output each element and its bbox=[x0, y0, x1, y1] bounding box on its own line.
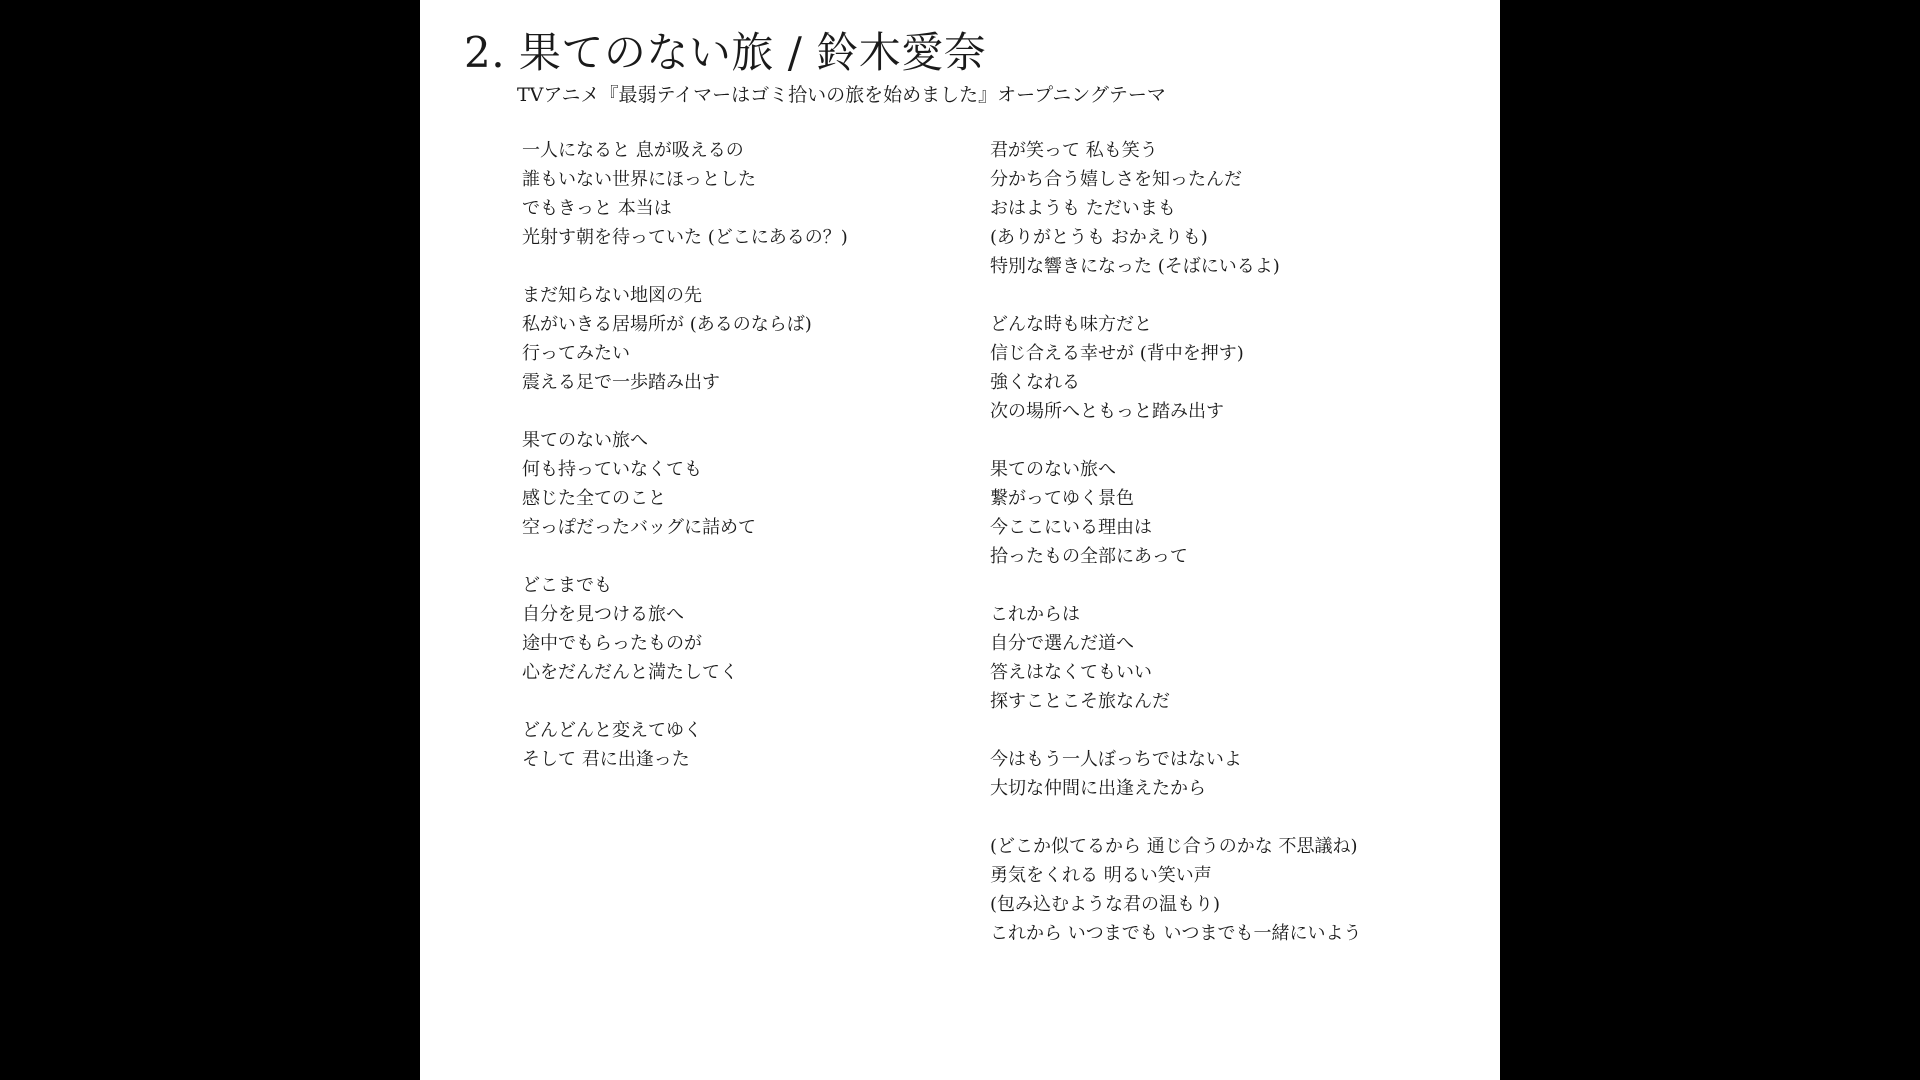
lyric-line: 特別な響きになった (そばにいるよ) bbox=[990, 256, 1280, 277]
lyrics-page bbox=[420, 0, 1500, 1080]
lyric-line: 拾ったもの全部にあって bbox=[990, 546, 1188, 567]
lyric-line: 誰もいない世界にほっとした bbox=[522, 169, 756, 190]
lyric-line: 私がいきる居場所が (あるのならば) bbox=[522, 314, 812, 335]
lyric-stanza bbox=[990, 600, 1470, 716]
lyric-line: これから いつまでも いつまでも一緒にいよう bbox=[990, 923, 1362, 944]
lyric-stanza bbox=[990, 310, 1470, 426]
lyric-line: (どこか似てるから 通じ合うのかな 不思議ね) bbox=[990, 836, 1358, 857]
lyric-line: 強くなれる bbox=[990, 372, 1080, 393]
lyric-line: (包み込むような君の温もり) bbox=[990, 894, 1221, 915]
lyric-line: (ありがとうも おかえりも) bbox=[990, 227, 1208, 248]
lyric-line: そして 君に出逢った bbox=[522, 749, 690, 770]
lyric-line: どんな時も味方だと bbox=[990, 314, 1152, 335]
lyric-stanza bbox=[522, 281, 962, 397]
lyric-stanza bbox=[522, 716, 962, 774]
lyric-line: おはようも ただいまも bbox=[990, 198, 1176, 219]
lyric-line: 勇気をくれる 明るい笑い声 bbox=[990, 865, 1212, 886]
lyric-line: 果てのない旅へ bbox=[522, 430, 648, 451]
lyric-line: 分かち合う嬉しさを知ったんだ bbox=[990, 169, 1242, 190]
lyric-line: 空っぽだったバッグに詰めて bbox=[522, 517, 756, 538]
lyric-line: 一人になると 息が吸えるの bbox=[522, 140, 744, 161]
lyric-stanza bbox=[522, 426, 962, 542]
lyric-line: 自分を見つける旅へ bbox=[522, 604, 684, 625]
lyric-line: どこまでも bbox=[522, 575, 612, 596]
lyric-line: 行ってみたい bbox=[522, 343, 630, 364]
page-subtitle: TVアニメ『最弱テイマーはゴミ拾いの旅を始めました』オープニングテーマ bbox=[517, 84, 1166, 106]
lyric-line: 光射す朝を待っていた (どこにあるの？) bbox=[522, 227, 848, 248]
lyric-line: 今はもう一人ぼっちではないよ bbox=[990, 749, 1242, 770]
lyric-line: 心をだんだんと満たしてく bbox=[522, 662, 738, 683]
lyric-line: でもきっと 本当は bbox=[522, 198, 672, 219]
lyric-line: 感じた全てのこと bbox=[522, 488, 666, 509]
lyric-line: まだ知らない地図の先 bbox=[522, 285, 702, 306]
lyric-stanza bbox=[522, 136, 962, 252]
page-title: 2. 果てのない旅 / 鈴木愛奈 bbox=[464, 28, 987, 77]
lyric-line: これからは bbox=[990, 604, 1080, 625]
lyric-stanza bbox=[522, 571, 962, 687]
lyric-stanza bbox=[990, 745, 1470, 803]
lyric-line: 君が笑って 私も笑う bbox=[990, 140, 1158, 161]
lyric-line: 自分で選んだ道へ bbox=[990, 633, 1134, 654]
lyric-line: 繋がってゆく景色 bbox=[990, 488, 1134, 509]
lyric-stanza bbox=[990, 455, 1470, 571]
lyric-line: 途中でもらったものが bbox=[522, 633, 702, 654]
lyrics-column-right bbox=[990, 136, 1470, 977]
lyrics-column-left bbox=[522, 136, 962, 803]
lyric-line: 探すことこそ旅なんだ bbox=[990, 691, 1170, 712]
lyric-line: どんどんと変えてゆく bbox=[522, 720, 702, 741]
lyric-line: 果てのない旅へ bbox=[990, 459, 1116, 480]
lyric-line: 答えはなくてもいい bbox=[990, 662, 1152, 683]
lyric-line: 大切な仲間に出逢えたから bbox=[990, 778, 1206, 799]
lyric-line: 何も持っていなくても bbox=[522, 459, 702, 480]
lyric-stanza bbox=[990, 136, 1470, 281]
lyric-line: 今ここにいる理由は bbox=[990, 517, 1152, 538]
lyric-line: 信じ合える幸せが (背中を押す) bbox=[990, 343, 1244, 364]
lyric-line: 震える足で一歩踏み出す bbox=[522, 372, 720, 393]
lyric-line: 次の場所へともっと踏み出す bbox=[990, 401, 1224, 422]
lyric-stanza bbox=[990, 832, 1470, 948]
